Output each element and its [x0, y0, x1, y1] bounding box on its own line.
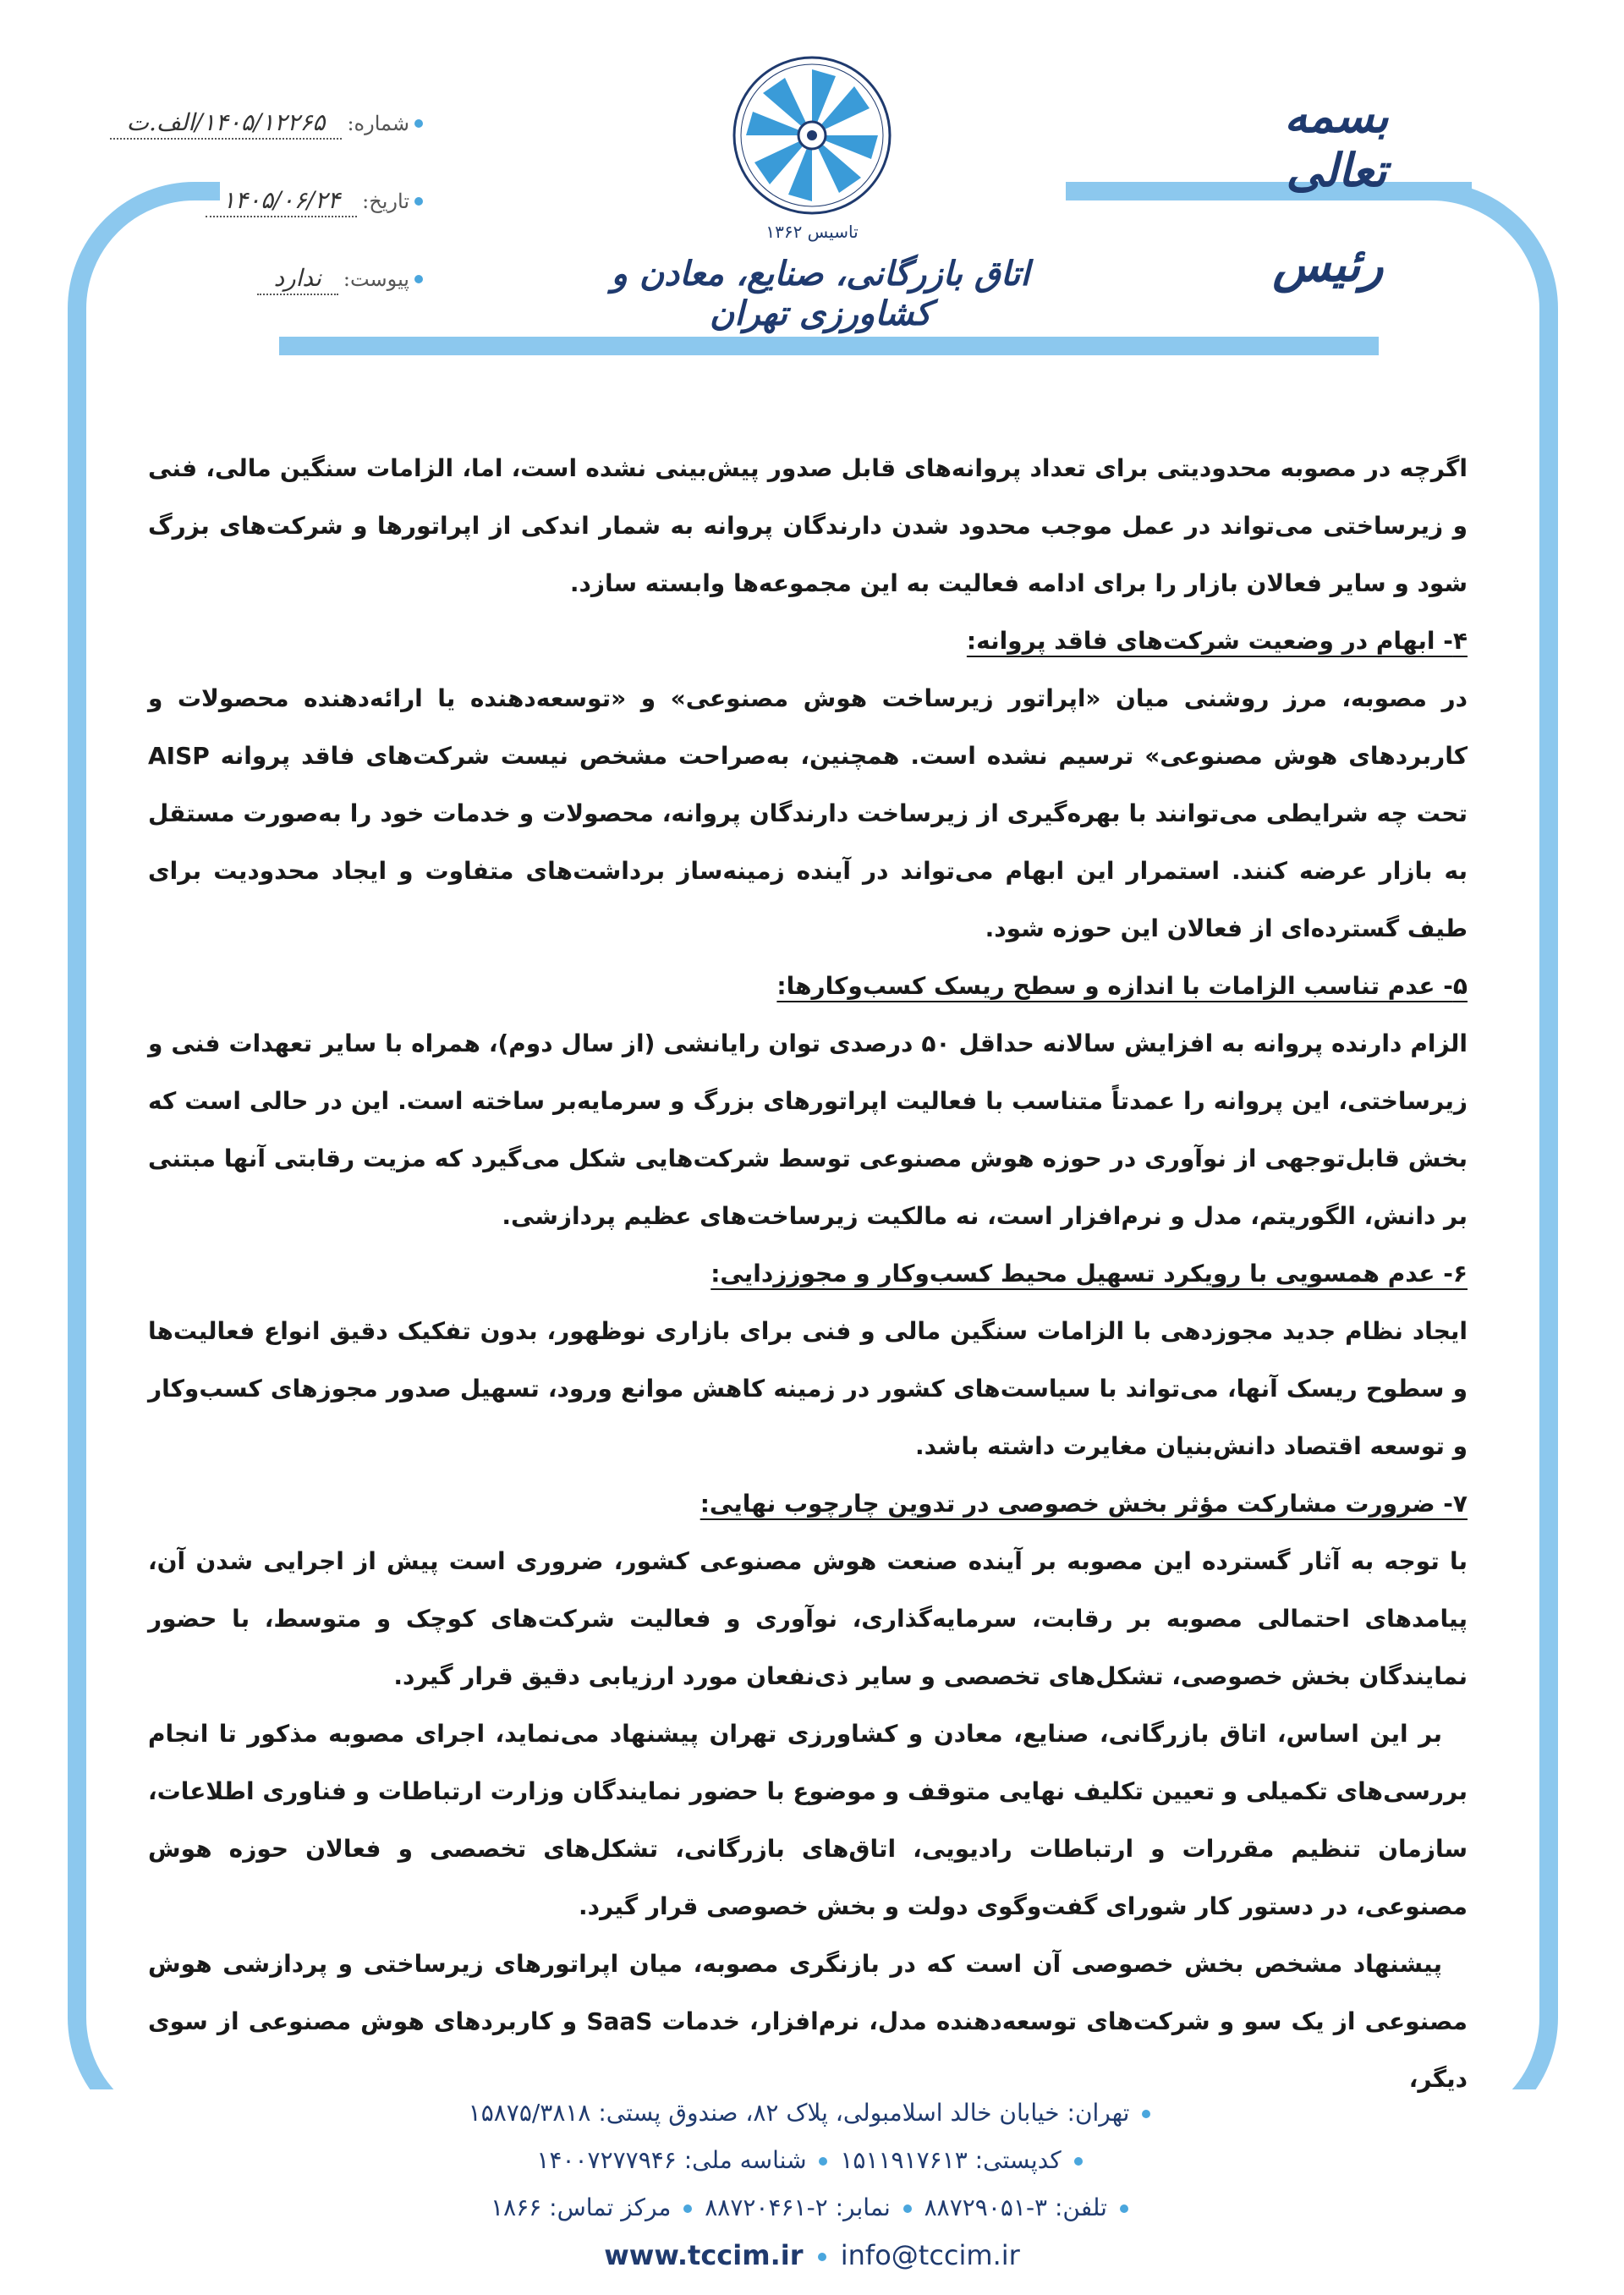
header-divider-bar: [279, 337, 1379, 355]
letter-date-row: [68, 162, 423, 240]
bullet-icon: [1142, 2110, 1150, 2118]
footer-website-link[interactable]: www.tccim.ir: [604, 2239, 804, 2271]
footer-ids-line: [406, 2137, 1218, 2184]
footer-phones-line: [406, 2184, 1218, 2232]
body-paragraph: الزام دارنده پروانه به افزایش سالانه حداقل ۵۰ درصدی توان رایانشی (از سال دوم)، همراه با سایر تعهدات فنی و زیرساختی، این پروانه را عمدتاً متناسب با فعالیت اپراتورهای بزرگ و سرمایه‌بر ساخته است. این در حالی است که بخش قابل‌توجهی از نوآوری در حوزه هوش مصنوعی توسط شرکت‌هایی شکل می‌گیرد که مزیت رقابتی آنها مبتنی بر دانش، الگوریتم، مدل و نرم‌افزار است، نه مالکیت زیرساخت‌های عظیم پردازشی.: [148, 1029, 1468, 1230]
bullet-icon: [1074, 2157, 1083, 2166]
logo-caption: تاسیس ۱۳۶۲: [765, 222, 859, 242]
letter-footer: [406, 2089, 1218, 2279]
chamber-logo-icon: [727, 51, 897, 220]
body-paragraph: در مصوبه، مرز روشنی میان «اپراتور زیرساخت هوش مصنوعی» و «توسعه‌دهنده یا ارائه‌دهنده محصولات و کاربردهای هوش مصنوعی» ترسیم نشده است. همچنین، به‌صراحت مشخص نیست شرکت‌های فاقد پروانه AISP تحت چه شرایطی می‌توانند با بهره‌گیری از زیرساخت دارندگان پروانه، محصولات و خدمات خود را به‌صورت مستقل به بازار عرضه کنند. استمرار این ابهام می‌تواند در آینده زمینه‌ساز برداشت‌های متفاوت و ایجاد محدودیت برای طیف گسترده‌ای از فعالان این حوزه شود.: [148, 684, 1468, 942]
footer-postal-code: کدپستی: ۱۵۱۱۹۱۷۶۱۳: [840, 2146, 1062, 2174]
letter-number-label: شماره:: [347, 112, 409, 135]
body-paragraph: بر این اساس، اتاق بازرگانی، صنایع، معادن و کشاورزی تهران پیشنهاد می‌نماید، اجرای مصوبه مذکور تا انجام بررسی‌های تکمیلی و تعیین تکلیف نهایی متوقف و موضوع با حضور نمایندگان وزارت ارتباطات و فناوری اطلاعات، سازمان تنظیم مقررات و ارتباطات رادیویی، اتاق‌های بازرگانی، تشکل‌های تخصصی و فعالان حوزه هوش مصنوعی، در دستور کار شورای گفت‌وگوی دولت و بخش خصوصی قرار گیرد.: [148, 1720, 1468, 1920]
footer-national-id: شناسه ملی: ۱۴۰۰۷۲۷۷۹۴۶: [536, 2146, 807, 2174]
body-paragraph: اگرچه در مصوبه محدودیتی برای تعداد پروانه‌های قابل صدور پیش‌بینی نشده است، اما، الزامات سنگین مالی، فنی و زیرساختی می‌تواند در عمل موجب محدود شدن دارندگان پروانه به شمار اندکی از اپراتورها و شرکت‌های بزرگ شود و سایر فعالان بازار را برای ادامه فعالیت به این مجموعه‌ها وابسته سازد.: [148, 454, 1468, 597]
letter-body: [148, 440, 1468, 2108]
section-heading: ۶- عدم همسویی با رویکرد تسهیل محیط کسب‌وکار و مجوززدایی:: [710, 1260, 1468, 1288]
bullet-icon: [683, 2204, 692, 2213]
footer-phone: تلفن: ۳-۸۸۷۲۹۰۵۱: [924, 2193, 1107, 2221]
footer-contact-center: مرکز تماس: ۱۸۶۶: [491, 2193, 672, 2221]
section-heading: ۵- عدم تناسب الزامات با اندازه و سطح ریسک کسب‌وکارها:: [776, 972, 1468, 1000]
letter-attachment-row: [68, 240, 423, 318]
body-paragraph: ایجاد نظام جدید مجوزدهی با الزامات سنگین مالی و فنی برای بازاری نوظهور، بدون تفکیک دقیق انواع فعالیت‌ها و سطوح ریسک آنها، می‌تواند با سیاست‌های کشور در زمینه کاهش موانع ورود، تسهیل صدور مجوزهای کسب‌وکار و توسعه اقتصاد دانش‌بنیان مغایرت داشته باشد.: [148, 1317, 1468, 1460]
letter-date-label: تاریخ:: [362, 189, 409, 213]
bullet-icon: [818, 2253, 826, 2261]
letter-number-row: [68, 85, 423, 162]
letter-attachment-value: ندارد: [257, 264, 338, 295]
letter-meta-block: [68, 85, 423, 318]
section-heading: ۷- ضرورت مشارکت مؤثر بخش خصوصی در تدوین چارچوب نهایی:: [700, 1490, 1468, 1518]
body-paragraph: پیشنهاد مشخص بخش خصوصی آن است که در بازنگری مصوبه، میان اپراتورهای زیرساختی و پردازشی هوش مصنوعی از یک سو و شرکت‌های توسعه‌دهنده مدل، نرم‌افزار، خدمات SaaS و کاربردهای هوش مصنوعی از سوی دیگر،: [148, 1950, 1468, 2093]
bullet-icon: [1120, 2204, 1128, 2213]
bismillah-heading: بسمه تعالی: [1284, 89, 1389, 197]
letter-attachment-label: پیوست:: [343, 267, 409, 291]
section-heading: ۴- ابهام در وضعیت شرکت‌های فاقد پروانه:: [966, 627, 1468, 655]
footer-address: تهران: خیابان خالد اسلامبولی، پلاک ۸۲، صندوق پستی: ۱۵۸۷۵/۳۸۱۸: [468, 2099, 1130, 2127]
footer-fax: نمابر: ۲-۸۸۷۲۰۴۶۱: [705, 2193, 891, 2221]
body-paragraph: با توجه به آثار گسترده این مصوبه بر آینده صنعت هوش مصنوعی کشور، ضروری است پیش از اجرایی شدن آن، پیامدهای احتمالی مصوبه بر رقابت، سرمایه‌گذاری، نوآوری و فعالیت شرکت‌های کوچک و متوسط، با حضور نمایندگان بخش خصوصی، تشکل‌های تخصصی و سایر ذی‌نفعان مورد ارزیابی دقیق قرار گیرد.: [148, 1547, 1468, 1690]
bullet-icon: [414, 197, 423, 206]
bullet-icon: [903, 2204, 912, 2213]
footer-email-link[interactable]: info@tccim.ir: [840, 2239, 1020, 2271]
footer-address-line: [406, 2089, 1218, 2137]
recipient-title: رئیس: [1272, 237, 1384, 293]
organization-name: اتاق بازرگانی، صنایع، معادن و کشاورزی تهران: [611, 254, 1030, 333]
bullet-icon: [414, 275, 423, 283]
letter-date-value: ۱۴۰۵/۰۶/۲۴: [206, 186, 357, 217]
letter-number-value: ۱۴۰۵/۱۲۲۶۵/الف.ت: [110, 108, 343, 140]
footer-web-line: [406, 2232, 1218, 2279]
bullet-icon: [819, 2157, 827, 2166]
bullet-icon: [414, 119, 423, 128]
